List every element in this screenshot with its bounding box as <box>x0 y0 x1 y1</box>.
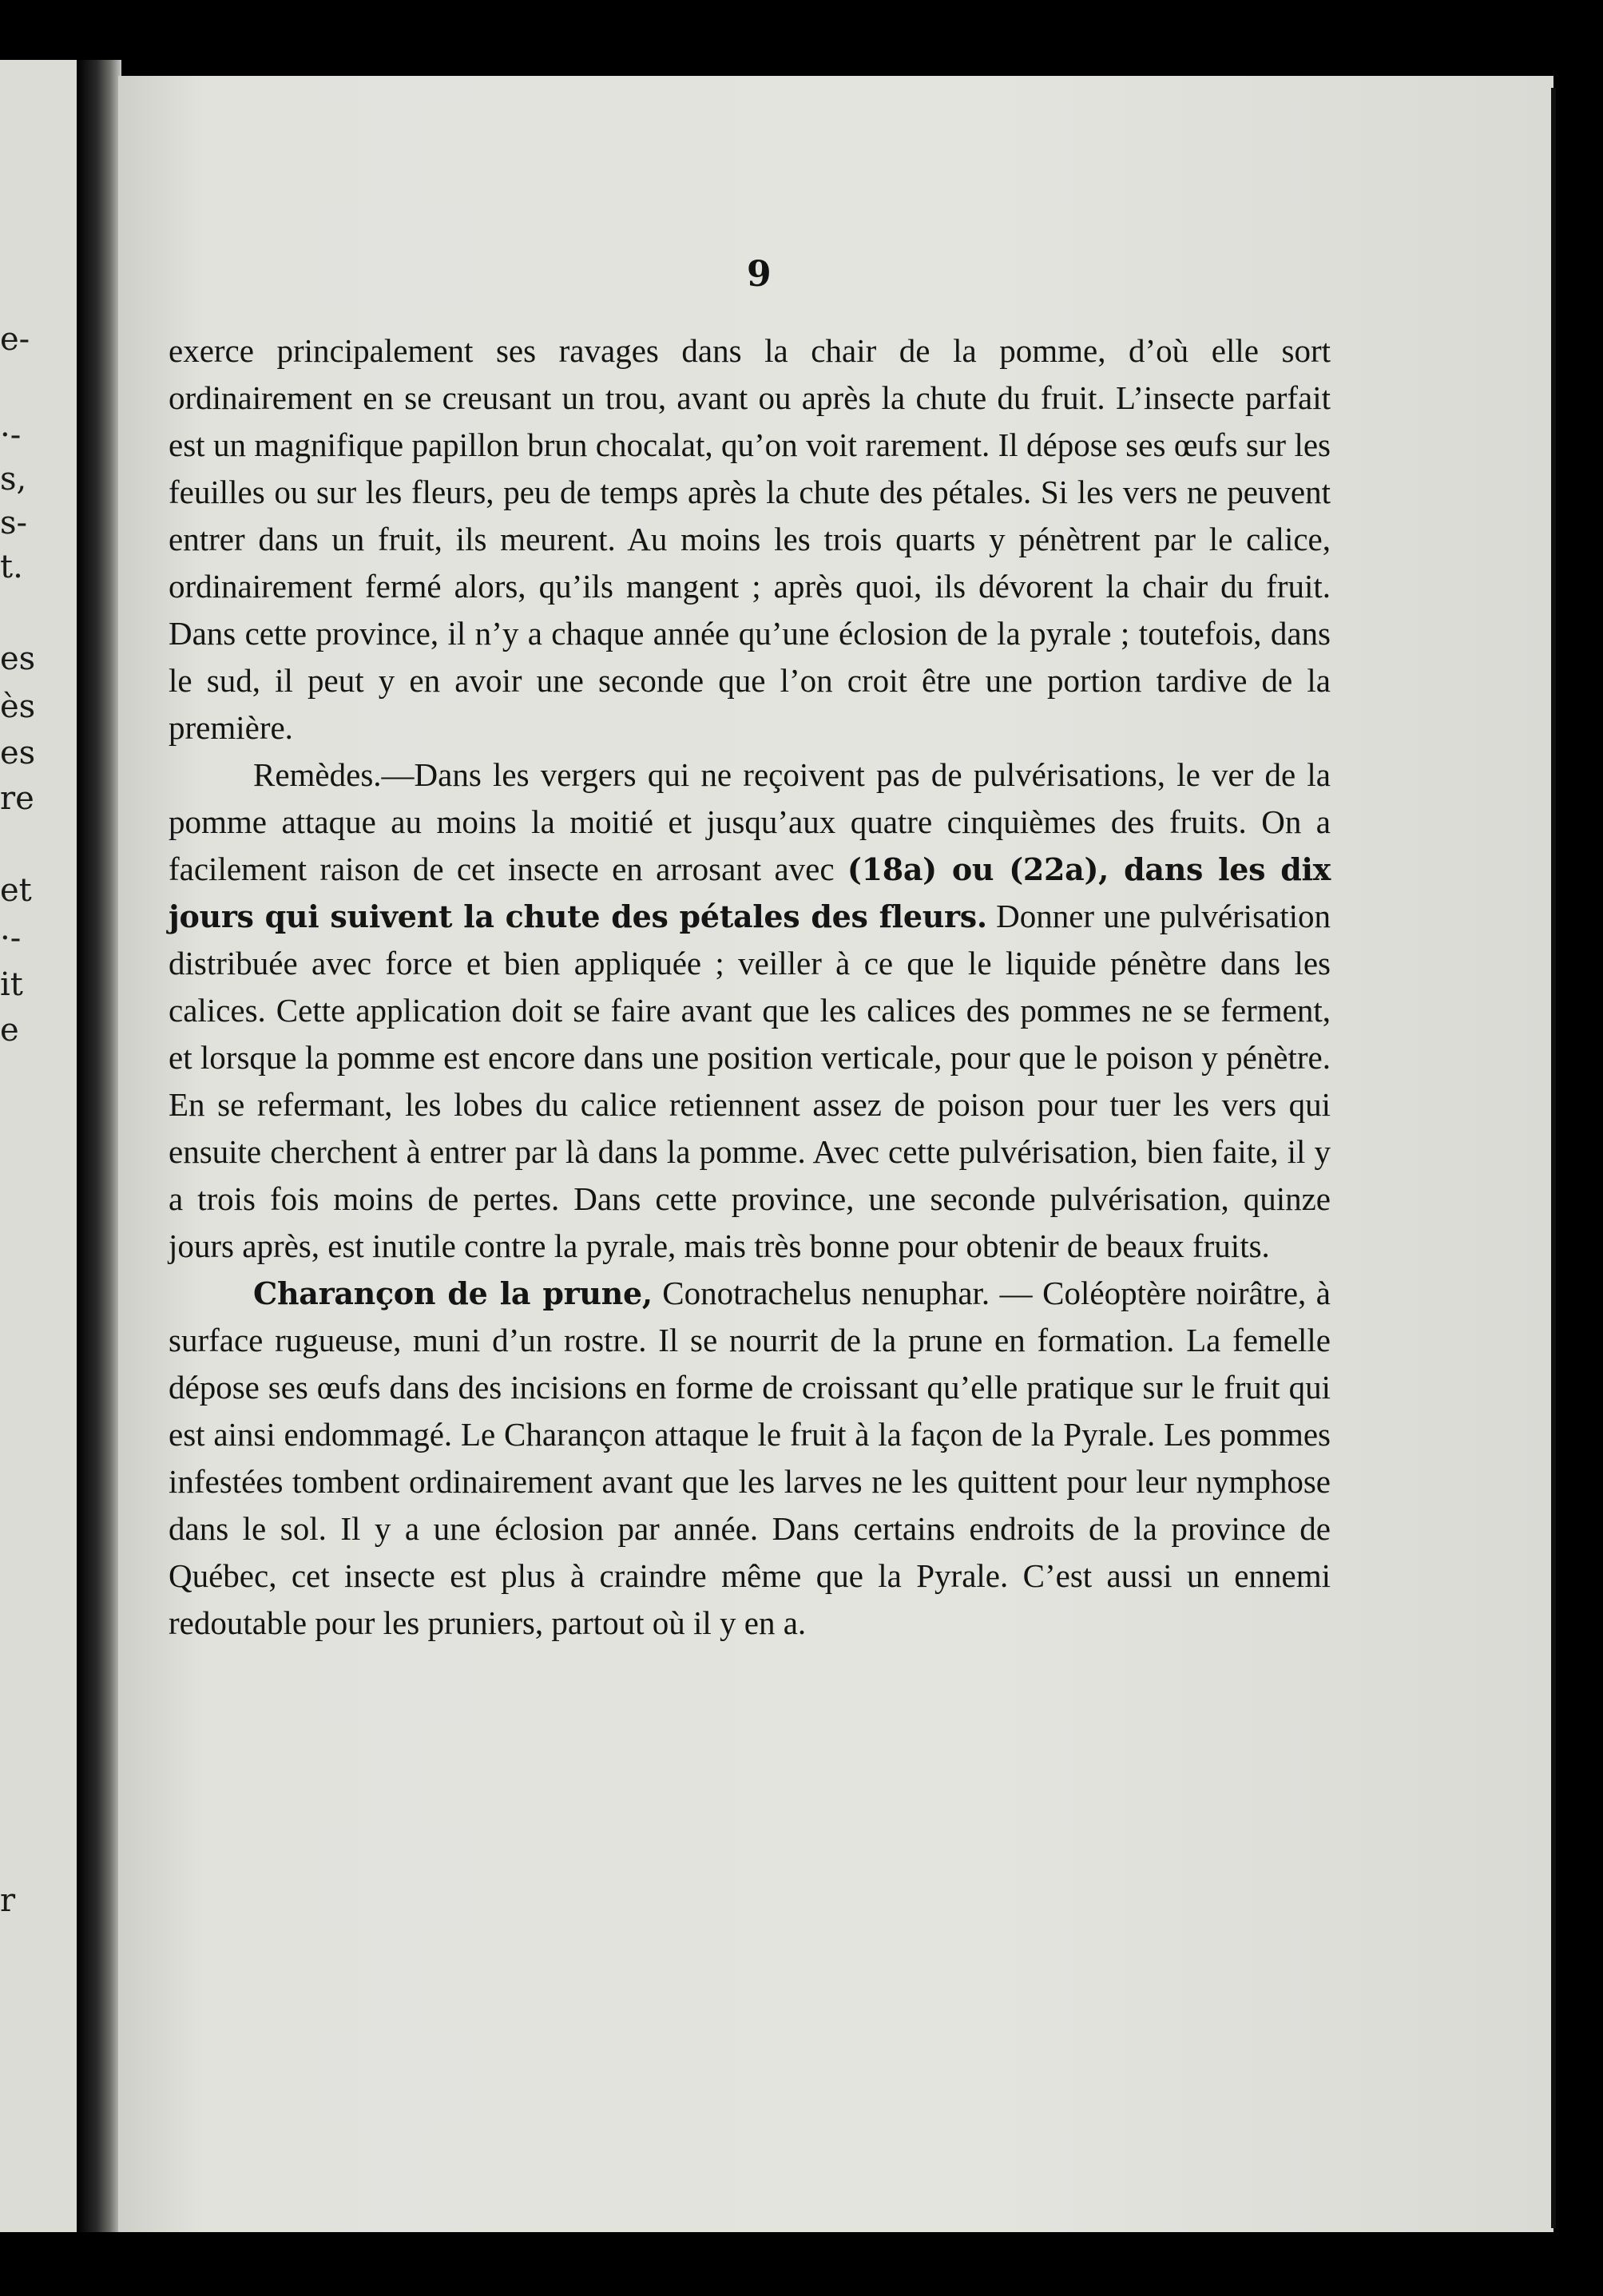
margin-fragment: t. <box>0 549 23 585</box>
paragraph-charancon <box>169 1270 1331 1647</box>
margin-fragment: re <box>0 780 34 817</box>
binding-gutter <box>77 60 121 2232</box>
remedes-lead-text: Remèdes.—Dans les vergers qui ne reçoivent pas de pulvérisations, le ver de la pomme attaque au moins la moitié et jusqu’aux quatre cinquièmes des fruits. On a facilement raison de cet insecte en arrosant avec <box>169 756 1331 887</box>
margin-fragment: es <box>0 640 36 677</box>
remedes-bold-instruction: (18a) ou (22a), dans les dix jours qui suivent la chute des pétales des fleurs. <box>169 851 1331 934</box>
paragraph-remedes <box>169 751 1331 1270</box>
facing-page-margin <box>0 60 77 2232</box>
page-number: 9 <box>747 254 772 295</box>
margin-fragment: es <box>0 735 36 771</box>
remedes-rest-text: Donner une pulvérisation distribuée avec force et bien appliquée ; veiller à ce que le liquide pénètre dans les calices. Cette application doit se faire avant que les calices des pommes ne se ferment, et lorsque la pomme est encore dans une position verticale, pour que le poison y pénètre. En se refermant, les lobes du calice retiennent assez de poison pour tuer les vers qui ensuite cherchent à entrer par là dans la pomme. Avec cette pulvérisation, bien faite, il y a trois fois moins de pertes. Dans cette province, une seconde pulvérisation, quinze jours après, est inutile contre la pyrale, mais très bonne pour obtenir de beaux fruits. <box>169 898 1331 1264</box>
margin-fragment: s- <box>0 505 28 541</box>
margin-fragment: ès <box>0 688 36 725</box>
margin-fragment: et <box>0 872 32 909</box>
margin-fragment: e <box>0 1012 19 1049</box>
margin-fragment: s, <box>0 461 27 498</box>
margin-fragment: e- <box>0 321 30 358</box>
charancon-text: Conotrachelus nenuphar. — Coléoptère noirâtre, à surface rugueuse, muni d’un rostre. Il se nourrit de la prune en formation. La femelle dépose ses œufs dans des incisions en forme de croissant qu’elle pratique sur le fruit qui est ainsi endommagé. Le Charançon attaque le fruit à la façon de la Pyrale. Les pommes infestées tombent ordinairement avant que les larves ne les quittent pour leur nymphose dans le sol. Il y a une éclosion par année. Dans certains endroits de la province de Québec, cet insecte est plus à craindre même que la Pyrale. C’est aussi un ennemi redoutable pour les pruniers, partout où il y en a. <box>169 1275 1331 1641</box>
page-edge <box>1551 88 1556 2228</box>
charancon-heading: Charançon de la prune, <box>253 1275 653 1311</box>
body-text <box>169 327 1331 1647</box>
paragraph-pyrale-continued: exerce principalement ses ravages dans la chair de la pomme, d’où elle sort ordinairement en se creusant un trou, avant ou après la chute du fruit. L’insecte parfait est un magnifique papillon brun chocalat, qu’on voit rarement. Il dépose ses œufs sur les feuilles ou sur les fleurs, peu de temps après la chute des pétales. Si les vers ne peuvent entrer dans un fruit, ils meurent. Au moins les trois quarts y pénètrent par le calice, ordinairement fermé alors, qu’ils mangent ; après quoi, ils dévorent la chair du fruit. Dans cette province, il n’y a chaque année qu’une éclosion de la pyrale ; toutefois, dans le sud, il peut y en avoir une seconde que l’on croit être une portion tardive de la première. <box>169 332 1331 746</box>
margin-fragment: r <box>0 1882 16 1919</box>
margin-fragment: ·- <box>0 920 22 957</box>
margin-fragment: it <box>0 966 23 1003</box>
margin-fragment: ·- <box>0 417 22 454</box>
